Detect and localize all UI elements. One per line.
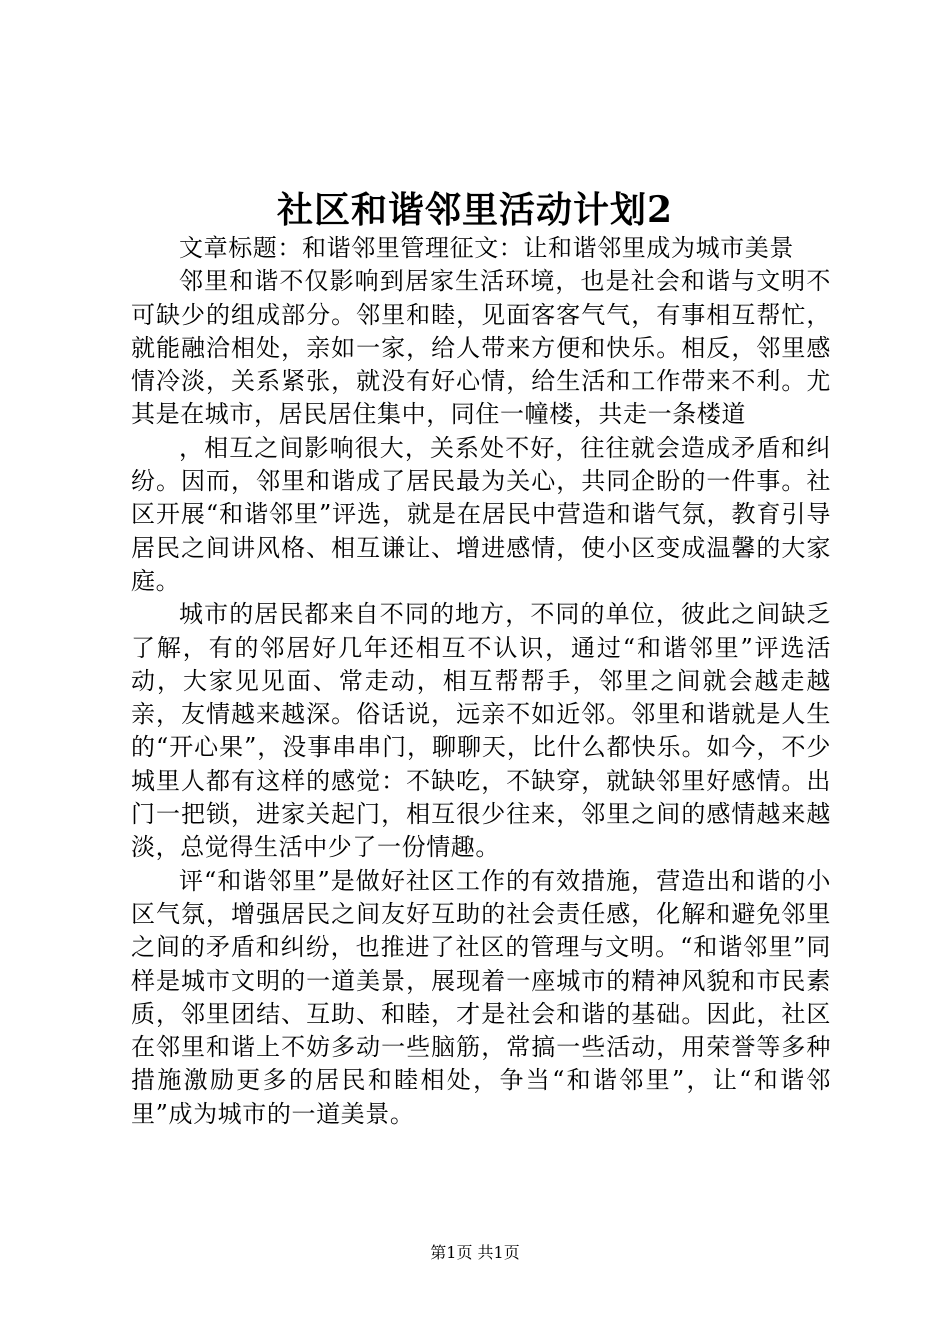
body-paragraph: 评“和谐邻里”是做好社区工作的有效措施，营造出和谐的小区气氛，增强居民之间友好互助的社会责任感，化解和避免邻里之间的矛盾和纠纷，也推进了社区的管理与文明。“和谐邻里”同样是城市文明的一道美景，展现着一座城市的精神风貌和市民素质，邻里团结、互助、和睦，才是社会和谐的基础。因此，社区在邻里和谐上不妨多动一些脑筋，常搞一些活动，用荣誉等多种措施激励更多的居民和睦相处，争当“和谐邻里”，让“和谐邻里”成为城市的一道美景。 xyxy=(131,866,831,1128)
page-number-footer: 第1页 共1页 xyxy=(430,1243,520,1262)
body-paragraph: 邻里和谐不仅影响到居家生活环境，也是社会和谐与文明不可缺少的组成部分。邻里和睦，见面客客气气，有事相互帮忙，就能融洽相处，亲如一家，给人带来方便和快乐。相反，邻里感情冷淡，关系紧张，就没有好心情，给生活和工作带来不利。尤其是在城市，居民居住集中，同住一幢楼，共走一条楼道 xyxy=(131,267,831,429)
document-body xyxy=(131,232,831,1131)
document-title: 社区和谐邻里活动计划2 xyxy=(276,189,674,231)
body-paragraph: 城市的居民都来自不同的地方，不同的单位，彼此之间缺乏了解，有的邻居好几年还相互不认识，通过“和谐邻里”评选活动，大家见见面、常走动，相互帮帮手，邻里之间就会越走越亲，友情越来越深。俗话说，远亲不如近邻。邻里和谐就是人生的“开心果”，没事串串门，聊聊天，比什么都快乐。如今，不少城里人都有这样的感觉：不缺吃，不缺穿，就缺邻里好感情。出门一把锁，进家关起门，相互很少往来，邻里之间的感情越来越淡，总觉得生活中少了一份情趣。 xyxy=(131,600,831,862)
article-heading-line: 文章标题：和谐邻里管理征文：让和谐邻里成为城市美景 xyxy=(179,234,794,262)
body-paragraph: ，相互之间影响很大，关系处不好，往往就会造成矛盾和纠纷。因而，邻里和谐成了居民最为关心，共同企盼的一件事。社区开展“和谐邻里”评选，就是在居民中营造和谐气氛，教育引导居民之间讲风格、相互谦让、增进感情，使小区变成温馨的大家庭。 xyxy=(131,433,831,595)
